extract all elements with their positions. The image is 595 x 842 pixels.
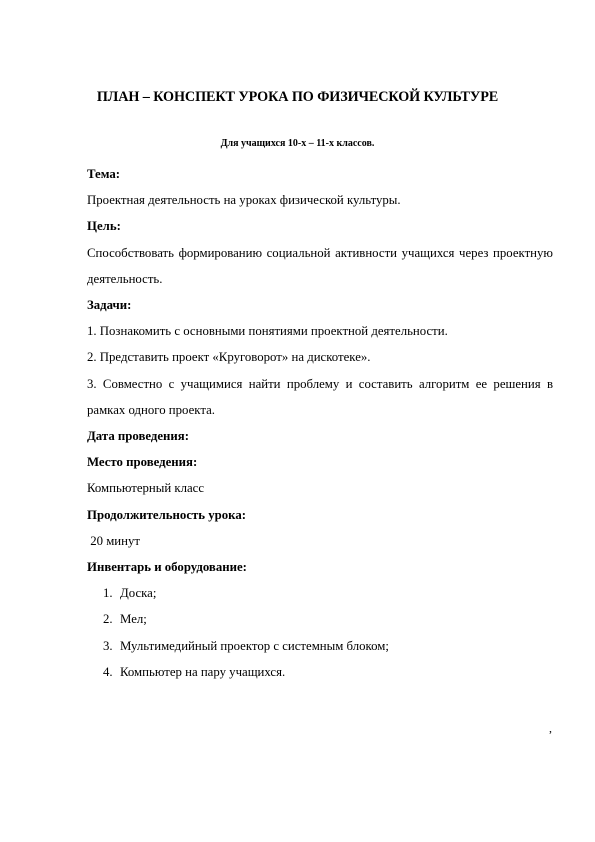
topic-label: Тема: [87,167,121,181]
equipment-item [87,659,553,685]
equipment-item [87,633,553,659]
task-item-3: 3. Совместно с учащимися найти проблему и составить алгоритм ее решения в рамках одного проекта. [87,376,553,417]
equipment-text: Мел; [120,612,147,627]
duration-label: Продолжительность урока: [87,507,247,522]
list-number: 3. [103,638,113,653]
list-number: 2. [103,612,113,627]
goal-value: Способствовать формированию социальной активности учащихся через проектную деятельность. [87,245,553,286]
document-title: ПЛАН – КОНСПЕКТ УРОКА ПО ФИЗИЧЕСКОЙ КУЛЬТУРЕ [96,89,499,105]
equipment-text: Мультимедийный проектор с системным блоком; [120,638,389,653]
footer-mark: , [549,721,552,735]
document-subtitle: Для учащихся 10-х – 11-х классов. [220,138,375,149]
list-number: 1. [103,586,113,601]
place-label: Место проведения: [87,455,198,470]
document-body [87,161,553,685]
date-label: Дата проведения: [87,429,189,444]
task-item-1: 1. Познакомить с основными понятиями проектной деятельности. [87,324,448,339]
equipment-text: Компьютер на пару учащихся. [120,664,286,679]
equipment-item [87,606,553,632]
equipment-item [87,580,553,606]
task-item-2: 2. Представить проект «Круговорот» на дискотеке». [87,350,371,365]
tasks-label: Задачи: [87,298,132,313]
goal-label: Цель: [87,219,121,234]
duration-value: 20 минут [87,533,140,548]
place-value: Компьютерный класс [87,481,205,496]
tasks-list [87,318,553,423]
list-number: 4. [103,664,113,679]
topic-value: Проектная деятельность на уроках физической культуры. [87,193,401,208]
equipment-text: Доска; [120,586,157,601]
equipment-list [87,580,553,685]
equipment-label: Инвентарь и оборудование: [87,560,247,575]
